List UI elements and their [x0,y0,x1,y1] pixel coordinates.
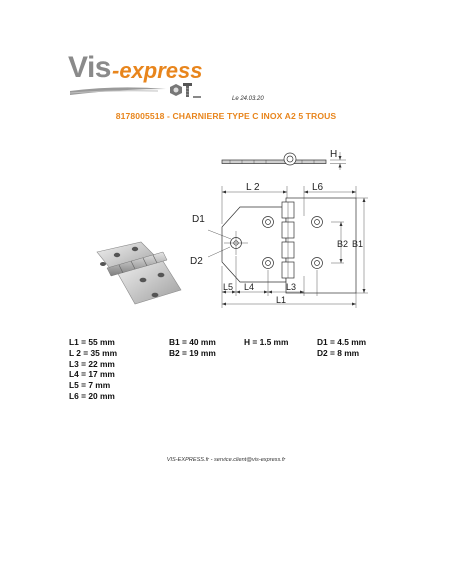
hinge-photo [83,238,183,308]
label-b2: B2 [337,239,349,249]
dimension-value: L1 = 55 mm [69,337,115,347]
label-b1: B1 [352,239,364,249]
label-l5: L5 [223,282,234,292]
label-l1: L1 [276,295,287,305]
label-d1: D1 [192,214,205,225]
dimension-value: H = 1.5 mm [244,337,289,347]
page-footer: VIS-EXPRESS.fr - service.client@vis-express.fr [166,457,286,463]
label-d2: D2 [190,256,203,267]
screw-nut-icon [166,79,202,101]
dimension-value: D1 = 4.5 mm [317,337,367,347]
dimension-list-widths [169,337,216,359]
dimension-value: B2 = 19 mm [169,347,216,358]
dimension-value: L4 = 17 mm [69,369,115,380]
label-h: H [330,149,338,160]
dimension-value: L3 = 22 mm [69,358,115,369]
label-l2: L 2 [246,182,260,193]
dimension-value: L 2 = 35 mm [69,347,118,358]
document-date: Le 24.03.20 [232,96,264,102]
label-l6: L6 [312,182,324,193]
dimension-value: L6 = 20 mm [69,390,115,401]
dimension-value: L5 = 7 mm [69,380,111,391]
logo-text-express: -express [112,58,203,83]
dimension-list-diameters [317,337,366,359]
logo-text-vis: Vis [68,51,111,84]
logo-swoosh-icon [68,83,168,97]
technical-drawing [186,146,372,316]
label-l3: L3 [286,282,297,292]
dimension-value: B1 = 40 mm [169,337,216,347]
label-l4: L4 [244,282,255,292]
brand-logo [68,51,208,99]
dimension-list-thickness [244,337,288,348]
dimension-value: D2 = 8 mm [317,347,360,358]
dimension-list-lengths [69,337,117,402]
page-title: 8178005518 - CHARNIERE TYPE C INOX A2 5 TROUS [115,111,337,121]
